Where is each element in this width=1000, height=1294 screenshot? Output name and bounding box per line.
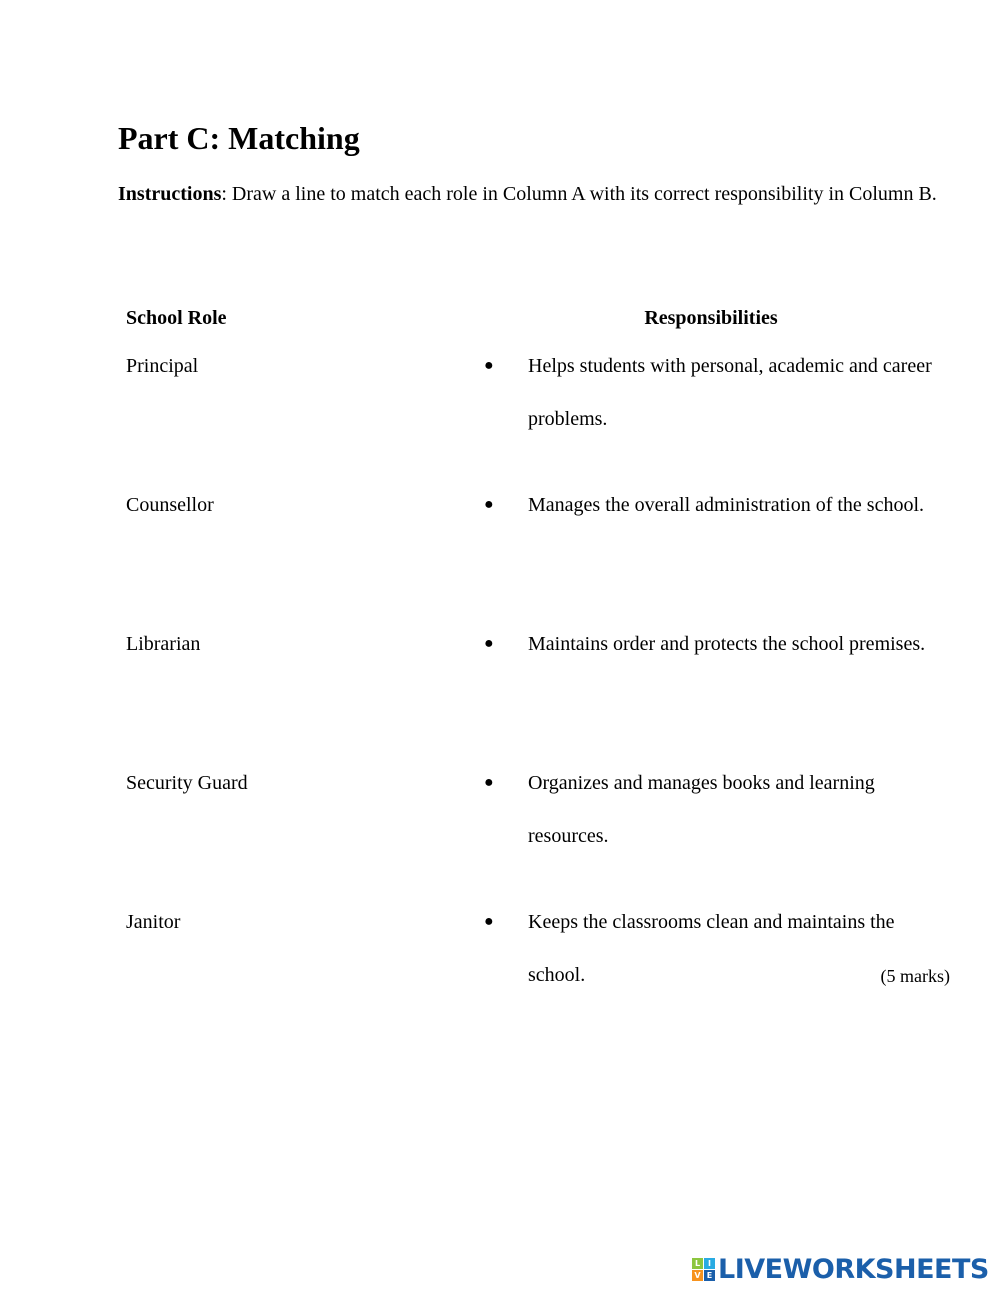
responsibility-text[interactable]: Helps students with personal, academic and career problems. xyxy=(528,355,932,430)
liveworksheets-logo xyxy=(692,1253,989,1285)
column-b-header: Responsibilities xyxy=(644,307,778,329)
logo-letter: I xyxy=(704,1258,715,1269)
responsibility-text[interactable]: Organizes and manages books and learning resources. xyxy=(528,772,875,847)
role-label[interactable]: Counsellor xyxy=(126,494,214,516)
logo-text: LIVEWORKSHEETS xyxy=(718,1253,989,1285)
role-label[interactable]: Principal xyxy=(126,355,199,377)
logo-letter: V xyxy=(692,1270,703,1281)
worksheet-title: Part C: Matching xyxy=(118,120,360,156)
bullet-icon: ● xyxy=(484,913,494,930)
instructions xyxy=(118,168,948,221)
logo-letter: L xyxy=(692,1258,703,1269)
role-label[interactable]: Librarian xyxy=(126,633,201,655)
matching-row xyxy=(0,630,1000,740)
marks-label: (5 marks) xyxy=(880,966,950,986)
instructions-label: Instructions xyxy=(118,183,222,205)
responsibility-text[interactable]: Keeps the classrooms clean and maintains the school. xyxy=(528,911,895,986)
bullet-icon: ● xyxy=(484,496,494,513)
instructions-text: : Draw a line to match each role in Column A with its correct responsibility in Column B. xyxy=(221,183,937,205)
matching-row xyxy=(0,908,1000,1018)
matching-row xyxy=(0,769,1000,879)
bullet-icon: ● xyxy=(484,357,494,374)
matching-row xyxy=(0,352,1000,462)
role-label[interactable]: Janitor xyxy=(126,911,181,933)
matching-row xyxy=(0,491,1000,601)
logo-letter: E xyxy=(704,1270,715,1281)
role-label[interactable]: Security Guard xyxy=(126,772,248,794)
bullet-icon: ● xyxy=(484,774,494,791)
responsibility-text[interactable]: Maintains order and protects the school premises. xyxy=(528,633,926,655)
bullet-icon: ● xyxy=(484,635,494,652)
logo-mark-icon xyxy=(692,1258,715,1281)
responsibility-text[interactable]: Manages the overall administration of the school. xyxy=(528,494,925,516)
column-a-header: School Role xyxy=(126,307,227,329)
